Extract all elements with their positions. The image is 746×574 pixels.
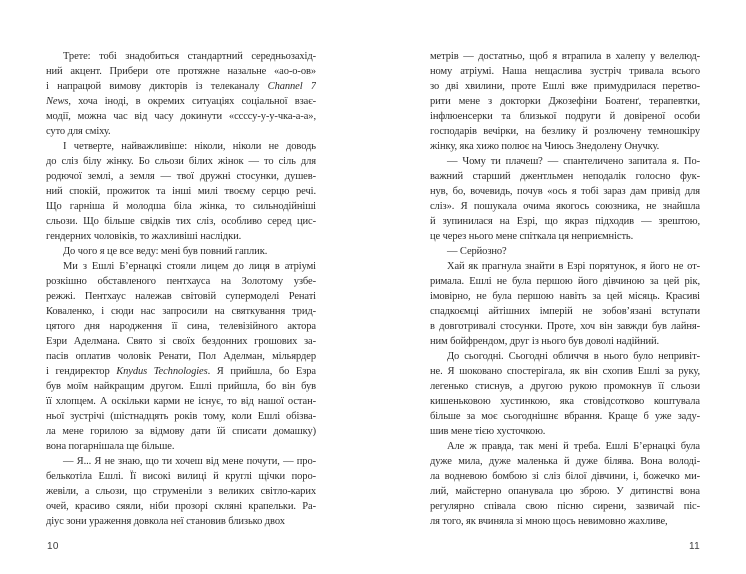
text-line: її хлопцем. А оскільки карми не існує, то від нашої остан-: [46, 396, 316, 407]
text-line: Ми з Ешлі Б’ернацкі стояли лицем до лиця в атріумі: [63, 261, 316, 272]
text-line: суто для сміху.: [46, 126, 111, 137]
text-line: До сьогодні. Сьогодні обличчя в нього було непривіт-: [447, 351, 700, 362]
text-line: ньої зустрічі (шістнадцять років тому, коли Ешлі обізва-: [46, 411, 316, 422]
text-line: це через нього мене спіткала ця неприємність.: [430, 231, 634, 242]
text-line: І четверте, найважливіше: ніколи, ніколи не доводь: [63, 141, 316, 152]
text-line: й зупинилася на Езрі, що якраз підходив — зрештою,: [430, 216, 700, 227]
text-line: інфлюенсерки та близької подруги й довіреної особи: [430, 111, 700, 122]
text-line: Коваленко, і сюди нас запросили на святкування трид-: [46, 306, 316, 317]
text-line: господарів вечірки, на безлику й розлючену темношкіру: [430, 126, 700, 137]
page-left: [46, 0, 316, 574]
text-line: важний старший джентльмен неподалік голосно фук-: [430, 171, 700, 182]
page-number-right: 11: [689, 541, 700, 552]
text-line: до сліз білу жінку. Бо сльози білих жінок — то сіль для: [46, 156, 316, 167]
text-line: Що гарніша й молодша біла жінка, то сильнодійніші: [46, 201, 316, 212]
text-line: пасів оплатив чоловік Ренати, Пол Аделман, мільярдер: [46, 351, 316, 362]
text-line: News, хоча іноді, в окремих ситуаціях соціальної взає-: [46, 96, 316, 107]
text-line: і напрацюй вимову дикторів із телеканалу Channel 7: [46, 81, 316, 92]
text-line: римала. Ешлі не була першою його дівчиною за цей рік,: [430, 276, 700, 287]
text-line: гендерних чоловіків, то жахливіші наслідки.: [46, 231, 242, 242]
text-line: ла мене горилою за відмову дати їй списати домашку): [46, 426, 316, 437]
text-line: шив мене тією хусточкою.: [430, 426, 546, 437]
text-line: легенько стиснув, а другою рукою промокнув її сльози: [430, 381, 700, 392]
text-line: режжі. Пентхаус належав світовій супермоделі Ренаті: [46, 291, 316, 302]
text-line: діус зони ураження довкола неї становив близько двох: [46, 516, 285, 527]
text-line: очей, красиво сяяли, ніби прозорі скляні крапельки. Ра-: [46, 501, 316, 512]
text-line: не. Я шоковано спостерігала, як він схопив Ешлі за руку,: [430, 366, 700, 377]
text-line: розкішно обставленого пентхауса на Золотому узбе-: [46, 276, 316, 287]
page-number-left: 10: [47, 541, 59, 552]
text-line: цятого дня народження її сина, телевізійного актора: [46, 321, 316, 332]
text-line: До чого я це все веду: мені був повний гаплик.: [63, 246, 268, 257]
text-line: сльози. Що більше свідків тих сліз, особливо серед цис-: [46, 216, 316, 227]
text-line: ля того, як вчиняла зі мною щось невимовно жахливе,: [430, 516, 668, 527]
text-line: Езри Аделмана. Свято зі своїх бездонних грошових за-: [46, 336, 316, 347]
text-line: ний акцент. Прибери оте протяжне назальне «ао-о-ов»: [46, 66, 316, 77]
text-line: жінку, яка хижо полює на Чиюсь Знедолену Онучку.: [430, 141, 660, 152]
text-line: ла водневою бомбою зі сліз білої дівчини, і, божечко ми-: [430, 471, 700, 482]
text-line: Трете: тобі знадобиться стандартний середньозахід-: [63, 51, 316, 62]
text-line: рити мене з докторки Джозефіни Боатенґ, терапевтки,: [430, 96, 700, 107]
text-line: — Я... Я не знаю, що ти хочеш від мене почути, — про-: [63, 456, 316, 467]
page-text-right: [430, 49, 700, 529]
text-line: Хай як прагнула знайти в Езрі порятунок, я його не от-: [447, 261, 700, 272]
text-line: метрів — достатньо, щоб я втрапила в халепу у велелюд-: [430, 51, 700, 62]
text-line: ний спокій, прожиток та інші милі твоєму серцю речі.: [46, 186, 316, 197]
text-line: спадкоємці айтішних імперій не зобов’язані вступати: [430, 306, 700, 317]
text-line: Але ж правда, так мені й треба. Ешлі Б’ернацкі була: [447, 441, 700, 452]
text-line: вона погарнішала ще більше.: [46, 441, 175, 452]
text-line: імовірно, не була першою навіть за цей місяць. Красиві: [430, 291, 700, 302]
text-line: і гендиректор Knydus Technologies. Я прийшла, бо Езра: [46, 366, 316, 377]
text-line: регулярно співала свою пісню сирени, зазвичай піс-: [430, 501, 700, 512]
text-line: зо дві хвилини, проте Ешлі вже примудрилася перетво-: [430, 81, 700, 92]
page-text-left: [46, 49, 316, 529]
text-line: лий, майстерно опанувала цю зброю. У дитинстві вона: [430, 486, 700, 497]
text-line: дуже мила, дуже маленька й дуже білява. Вона володі-: [430, 456, 700, 467]
page-right: [430, 0, 700, 574]
text-line: кишеньковою хустинкою, яка стовідсотково коштувала: [430, 396, 700, 407]
text-line: сліз». Я пошукала очима якогось союзника, не знайшла: [430, 201, 700, 212]
text-line: белькотіла Ешлі. Її високі вилиці й круглі щічки поро-: [46, 471, 316, 482]
text-line: родючої землі, а земля — твої дружні стосунки, душев-: [46, 171, 316, 182]
text-line: — Чому ти плачеш? — спантеличено запитала я. По-: [447, 156, 700, 167]
text-line: ним бойфрендом, друг із нього був доволі надійний.: [430, 336, 660, 347]
text-line: в довготривалі стосунки. Проте, хоч він завжди був лайня-: [430, 321, 700, 332]
text-line: більше за моє сьогоднішнє вбрання. Краще б уже заду-: [430, 411, 700, 422]
text-line: жевіли, а сльози, що струменіли з великих світло-карих: [46, 486, 316, 497]
text-line: модії, можна час від часу докинути «ссссу-у-у-чка-а-а»,: [46, 111, 316, 122]
text-line: був моїм найкращим другом. Ешлі прийшла, бо він був: [46, 381, 316, 392]
text-line: ному атріумі. Наша нещаслива зустріч тривала всього: [430, 66, 700, 77]
text-line: — Серйозно?: [447, 246, 507, 257]
text-line: нув, бо, вочевидь, почув «ось я тобі зараз дам привід для: [430, 186, 700, 197]
